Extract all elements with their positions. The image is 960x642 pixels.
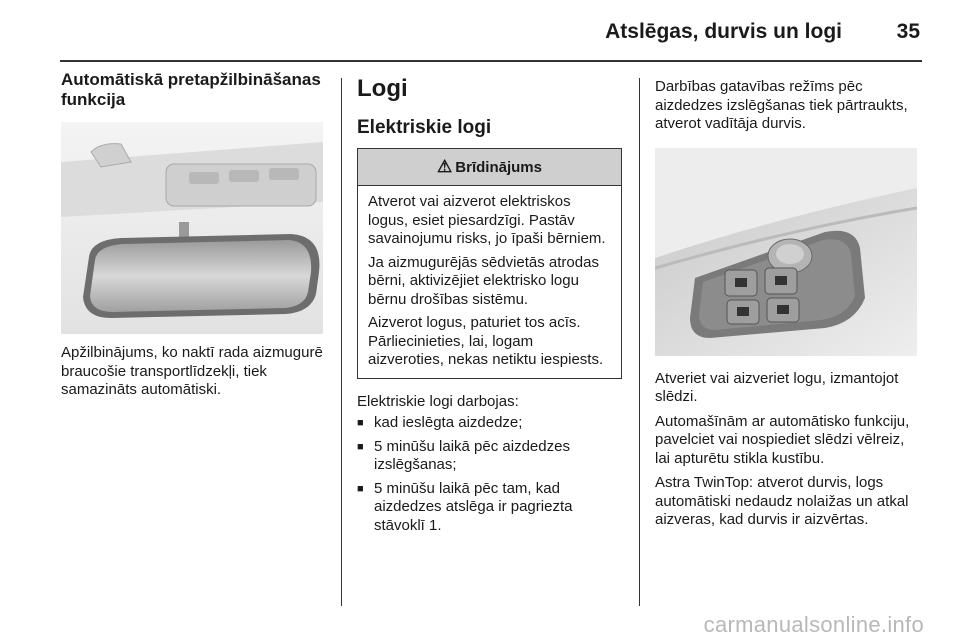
column-3 [655, 70, 923, 530]
window-switch-illustration [655, 148, 917, 356]
subsection-title-power-windows: Elektriskie logi [357, 117, 492, 138]
section-title-windows: Logi [357, 75, 408, 102]
warning-paragraph: Atverot vai aizverot elektriskos logus, esiet piesardzīgi. Pastāv savainojumu risks, jo īpaši bērniem. [368, 193, 606, 247]
section-heading-antiglare: Automātiskā pretapžilbināšanas funkcija [61, 70, 321, 109]
power-windows-intro: Elektriskie logi darbojas: [357, 392, 519, 410]
warning-paragraph: Aizverot logus, paturiet tos acīs. Pārliecinieties, lai, logam aizveroties, nekas netiktu iespiests. [368, 314, 604, 368]
column-divider-2 [639, 78, 640, 606]
rearview-mirror-illustration [61, 122, 323, 334]
antiglare-description: Apžilbinājums, ko naktī rada aizmugurē braucošie transportlīdzekļi, tiek samazināts automātiski. [61, 344, 323, 398]
auto-function-paragraph: Automašīnām ar automātisko funkciju, pavelciet vai nospiediet slēdzi vēlreiz, lai apturētu stikla kustību. [655, 412, 910, 467]
list-item: ■ 5 minūšu laikā pēc aizdedzes izslēgšanas; [357, 437, 570, 473]
warning-triangle-icon: ⚠ [437, 157, 453, 176]
bullet-square-icon: ■ [357, 482, 364, 495]
rearview-mirror-drawing [61, 122, 323, 334]
column-divider-1 [341, 78, 342, 606]
page-number: 35 [896, 20, 920, 43]
header-divider [60, 60, 922, 62]
list-item: ■ 5 minūšu laikā pēc tam, kad aizdedzes atslēga ir pagriezta stāvoklī 1. [357, 479, 573, 534]
warning-paragraph: Ja aizmugurējās sēdvietās atrodas bērni, aktivizējiet elektrisko logu bērnu drošības sistēmu. [368, 253, 599, 308]
warning-body [358, 186, 621, 378]
bullet-square-icon: ■ [357, 417, 364, 429]
warning-label: Brīdinājums [455, 158, 542, 176]
switch-instruction: Atveriet vai aizveriet logu, izmantojot slēdzi. [655, 369, 899, 405]
bullet-square-icon: ■ [357, 440, 364, 453]
column-2 [357, 70, 622, 540]
warning-header [358, 149, 621, 186]
watermark: carmanualsonline.info [703, 612, 924, 637]
list-item: ■ kad ieslēgta aizdedze; [357, 414, 523, 431]
readiness-paragraph: Darbības gatavības režīms pēc aizdedzes izslēgšanas tiek pārtraukts, atverot vadītāja durvis. [655, 78, 908, 132]
header-title: Atslēgas, durvis un logi [605, 20, 842, 43]
window-switch-drawing [655, 148, 917, 356]
page-header [0, 0, 960, 62]
conditions-list [357, 414, 622, 535]
warning-box [357, 148, 622, 379]
column-1 [61, 70, 325, 400]
twintop-paragraph: Astra TwinTop: atverot durvis, logs automātiski nedaudz nolaižas un atkal aizveras, kad durvis ir aizvērtas. [655, 474, 909, 528]
